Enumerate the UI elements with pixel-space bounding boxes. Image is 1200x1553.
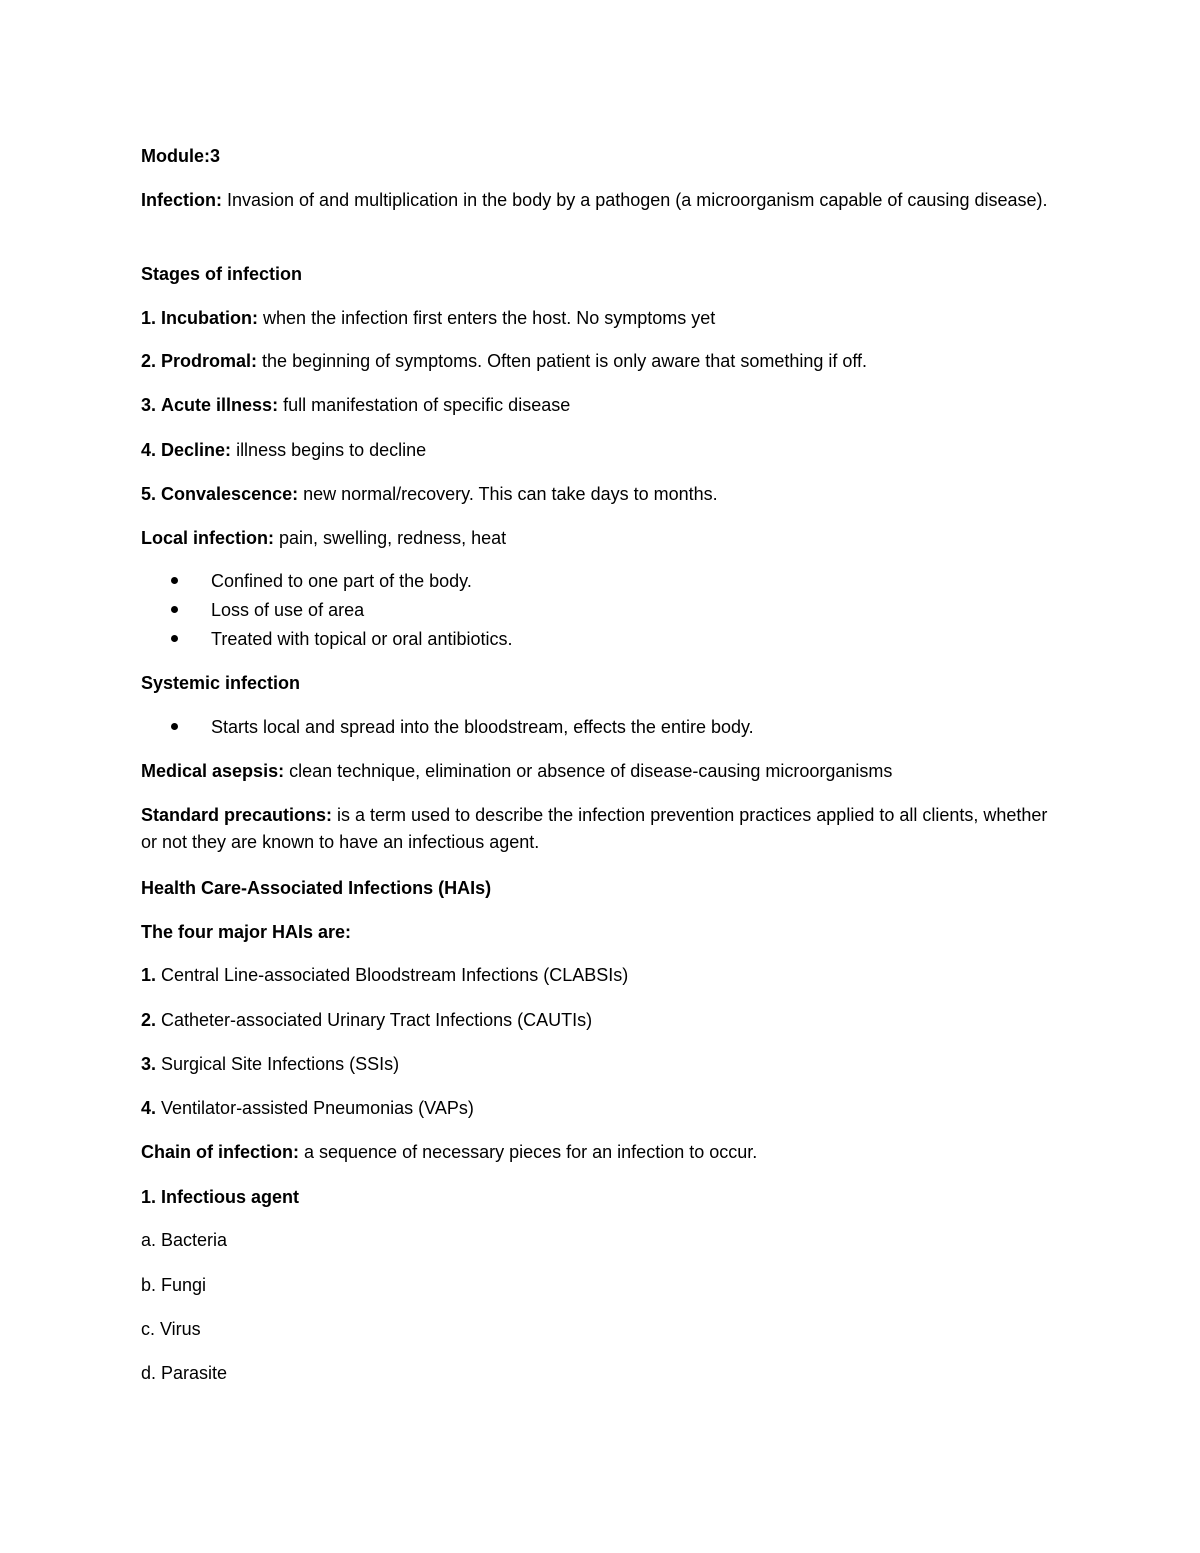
stage-item: 5. Convalescence: new normal/recovery. This can take days to months.	[141, 484, 718, 504]
bullet-icon	[171, 723, 178, 730]
chain-of-infection: Chain of infection: a sequence of necessary pieces for an infection to occur.	[141, 1142, 758, 1162]
systemic-bullet: Starts local and spread into the bloodstream, effects the entire body.	[211, 717, 754, 737]
agent-item: a. Bacteria	[141, 1230, 228, 1250]
standard-precautions: Standard precautions: is a term used to describe the infection prevention practices applied to all clients, whether or not they are known to have an infectious agent.	[141, 805, 1048, 852]
stages-heading: Stages of infection	[141, 264, 303, 284]
agent-item: b. Fungi	[141, 1275, 207, 1295]
module-title: Module:3	[141, 146, 220, 166]
local-bullet: Confined to one part of the body.	[211, 571, 472, 591]
stage-item: 2. Prodromal: the beginning of symptoms. Often patient is only aware that something if off.	[141, 351, 868, 371]
hai-subheading: The four major HAIs are:	[141, 922, 352, 942]
bullet-icon	[171, 577, 178, 584]
hai-item: 2. Catheter-associated Urinary Tract Infections (CAUTIs)	[141, 1010, 593, 1030]
hai-item: 1. Central Line-associated Bloodstream Infections (CLABSIs)	[141, 965, 629, 985]
hai-item: 3. Surgical Site Infections (SSIs)	[141, 1054, 400, 1074]
bullet-icon	[171, 635, 178, 642]
medical-asepsis: Medical asepsis: clean technique, elimination or absence of disease-causing microorganisms	[141, 761, 893, 781]
infection-definition: Infection: Invasion of and multiplication in the body by a pathogen (a microorganism capable of causing disease).	[141, 190, 1048, 210]
local-bullet: Loss of use of area	[211, 600, 365, 620]
systemic-heading: Systemic infection	[141, 673, 301, 693]
infectious-agent-heading: 1. Infectious agent	[141, 1187, 300, 1207]
agent-item: c. Virus	[141, 1319, 201, 1339]
stage-item: 1. Incubation: when the infection first enters the host. No symptoms yet	[141, 308, 716, 328]
bullet-icon	[171, 606, 178, 613]
agent-item: d. Parasite	[141, 1363, 228, 1383]
local-bullet: Treated with topical or oral antibiotics.	[211, 629, 513, 649]
local-infection: Local infection: pain, swelling, redness, heat	[141, 528, 507, 548]
hai-heading: Health Care-Associated Infections (HAIs)	[141, 878, 492, 898]
stage-item: 3. Acute illness: full manifestation of specific disease	[141, 395, 571, 415]
stage-item: 4. Decline: illness begins to decline	[141, 440, 427, 460]
hai-item: 4. Ventilator-assisted Pneumonias (VAPs)	[141, 1098, 474, 1118]
